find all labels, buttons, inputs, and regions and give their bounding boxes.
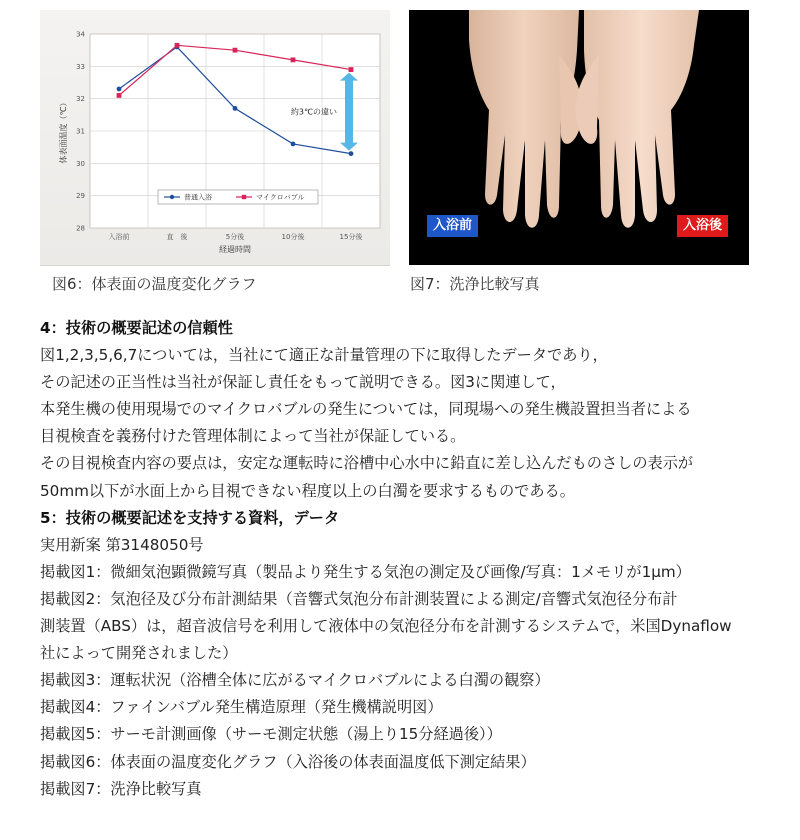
section5-line: 掲載図2：気泡径及び分布計測結果（音響式気泡分布計測装置による測定/音響式気泡径分布計 (40, 589, 678, 608)
data-point (117, 93, 122, 98)
left-hand-icon (469, 10, 583, 228)
legend-marker (170, 195, 174, 199)
before-bath-badge: 入浴前 (427, 215, 478, 237)
section4-heading: 4：技術の概要記述の信頼性 (40, 319, 233, 337)
body-text (40, 315, 785, 803)
section4-line: その目視検査内容の要点は，安定な運転時に浴槽中心水中に鉛直に差し込んだものさしの表示が (40, 454, 694, 473)
legend-marker (242, 195, 246, 199)
legend-label: マイクロバブル (256, 193, 305, 202)
section5-line: 掲載図6：体表面の温度変化グラフ（入浴後の体表面温度低下測定結果） (40, 752, 536, 771)
section5-line: 掲載図7：洗浄比較写真 (40, 779, 202, 798)
temperature-chart-panel (40, 10, 390, 266)
x-tick-label: 10分後 (281, 233, 305, 241)
data-point (175, 43, 180, 48)
data-point (349, 67, 354, 72)
section4-line: 目視検査を義務付けた管理体制によって当社が保証している。 (40, 427, 466, 446)
y-tick-label: 34 (76, 30, 85, 39)
data-point (291, 57, 296, 62)
section5-line: 社によって開発されました） (40, 644, 238, 663)
figure7-caption: 図7：洗浄比較写真 (410, 275, 540, 293)
data-point (349, 151, 354, 156)
chart-legend (158, 190, 318, 204)
data-point (233, 48, 238, 53)
section4-line: その記述の正当性は当社が保証し責任をもって説明できる。図3に関連して， (40, 373, 566, 392)
y-tick-label: 33 (76, 62, 85, 71)
after-bath-badge: 入浴後 (677, 215, 728, 237)
section4-line: 50mm以下が水面上から目視できない程度以上の白濁を要求するものである。 (40, 481, 575, 500)
difference-label: 約3℃の違い (290, 107, 337, 117)
legend-label: 普通入浴 (184, 193, 212, 202)
hands-comparison-photo (409, 10, 749, 265)
y-tick-label: 28 (76, 224, 85, 233)
data-point (291, 142, 296, 147)
y-tick-label: 29 (76, 192, 85, 201)
y-axis-label: 体表面温度（℃） (59, 98, 68, 164)
data-point (117, 87, 122, 92)
y-tick-label: 32 (76, 95, 85, 104)
x-tick-label: 直 後 (166, 233, 188, 241)
section5-line: 掲載図1：微細気泡顕微鏡写真（製品より発生する気泡の測定及び画像/写真：1メモリが1μm） (40, 562, 691, 581)
x-tick-label: 15分後 (339, 233, 363, 241)
section5-line: 実用新案 第3148050号 (40, 535, 204, 554)
data-point (233, 106, 238, 111)
y-tick-label: 30 (76, 159, 85, 168)
section5-line: 掲載図3：運転状況（浴槽全体に広がるマイクロバブルによる白濁の観察） (40, 671, 550, 690)
figure6-caption: 図6：体表面の温度変化グラフ (52, 275, 257, 293)
section5-line: 掲載図5：サーモ計測画像（サーモ測定状態（湯上り15分経過後）） (40, 725, 502, 744)
x-axis-label: 経過時間 (219, 245, 251, 254)
section5-line: 測装置（ABS）は，超音波信号を利用して液体中の気泡径分布を計測するシステムで，米国Dynaflow (40, 617, 732, 636)
section5-line: 掲載図4：ファインバブル発生構造原理（発生機構説明図） (40, 698, 443, 717)
section4-line: 本発生機の使用現場でのマイクロバブルの発生については，同現場への発生機設置担当者による (40, 400, 692, 419)
section4-line: 図1,2,3,5,6,7については，当社にて適正な計量管理の下に取得したデータであり， (40, 346, 608, 365)
x-tick-label: 5分後 (225, 233, 245, 241)
y-tick-label: 31 (76, 127, 85, 136)
x-tick-label: 入浴前 (108, 233, 130, 241)
right-hand-icon (575, 10, 699, 228)
section5-heading: 5：技術の概要記述を支持する資料，データ (40, 508, 340, 527)
temperature-chart (40, 10, 390, 265)
